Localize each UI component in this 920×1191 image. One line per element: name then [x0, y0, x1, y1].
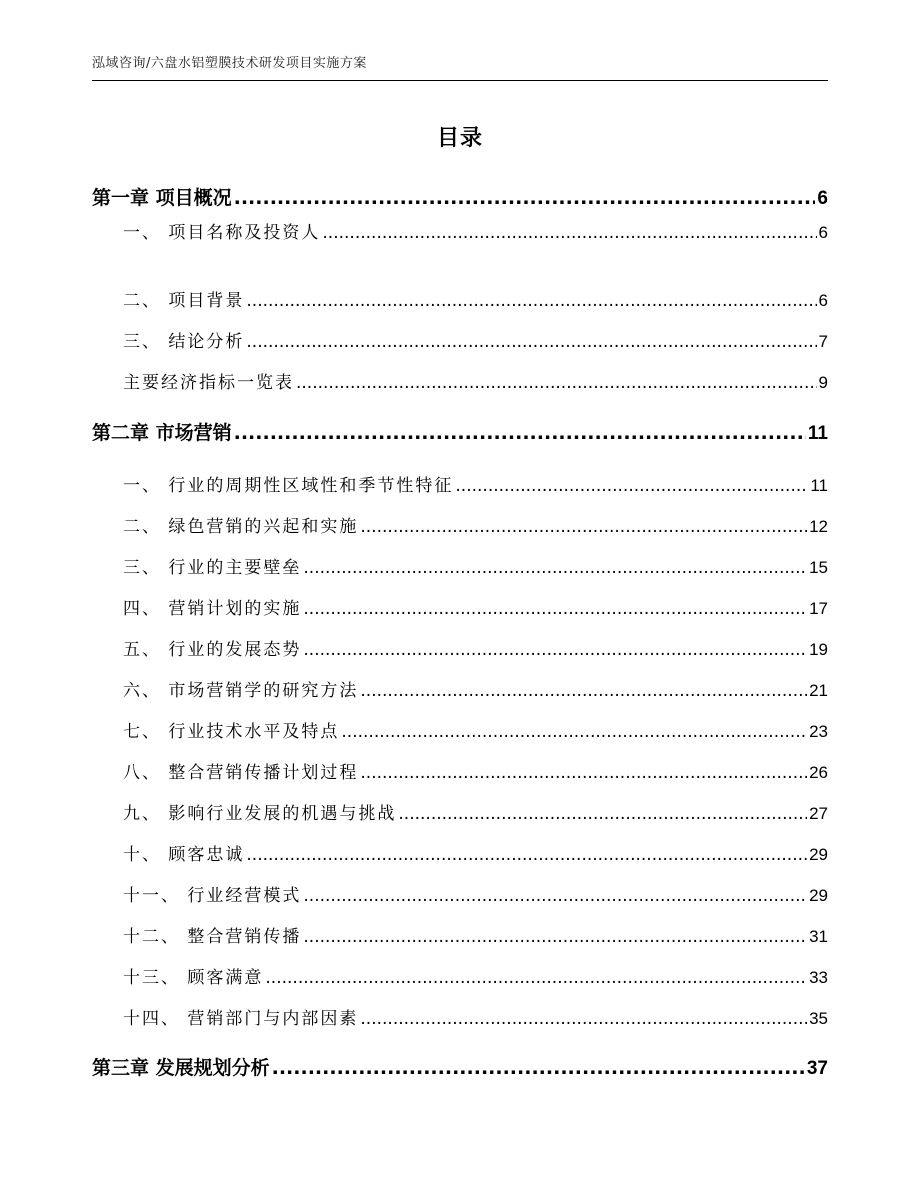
toc-section-entry[interactable] — [92, 327, 828, 353]
toc-section-entry[interactable] — [92, 963, 828, 989]
toc-section-entry[interactable] — [92, 840, 828, 866]
header-rule — [92, 80, 828, 81]
running-header: 泓域咨询/六盘水铝塑膜技术研发项目实施方案 — [92, 56, 367, 71]
toc-dot-leader — [303, 640, 807, 660]
toc-dot-leader — [303, 886, 807, 906]
toc-dot-leader — [360, 517, 807, 537]
toc-entry-label: 一、 行业的周期性区域性和季节性特征 — [123, 476, 454, 496]
toc-page-number: 17 — [809, 599, 828, 618]
toc-entry-label: 十、 顾客忠诚 — [123, 845, 245, 865]
toc-entry-label: 十二、 整合营销传播 — [123, 927, 302, 947]
toc-entry-label: 六、 市场营销学的研究方法 — [123, 681, 359, 701]
toc-dot-leader — [265, 968, 807, 988]
toc-dot-leader — [360, 1009, 807, 1029]
toc-dot-leader — [296, 373, 817, 393]
toc-section-entry[interactable] — [92, 594, 828, 620]
toc-dot-leader — [272, 1057, 805, 1079]
toc-page-number: 33 — [809, 968, 828, 987]
toc-title: 目录 — [436, 126, 483, 151]
toc-chapter-entry[interactable] — [92, 183, 828, 211]
toc-entry-label: 十三、 顾客满意 — [123, 968, 264, 988]
toc-dot-leader — [246, 332, 816, 352]
toc-chapter-entry[interactable] — [92, 1053, 828, 1081]
toc-entry-label: 五、 行业的发展态势 — [123, 640, 302, 660]
toc-entry-label: 第一章 项目概况 — [92, 187, 232, 209]
toc-page-number: 12 — [809, 517, 828, 536]
toc-entry-label: 三、 行业的主要壁垒 — [123, 558, 302, 578]
toc-page-number: 15 — [809, 558, 828, 577]
toc-dot-leader — [303, 927, 807, 947]
toc-entry-label: 第二章 市场营销 — [92, 422, 232, 444]
toc-page-number: 23 — [809, 722, 828, 741]
toc-dot-leader — [455, 476, 808, 496]
toc-page-number: 6 — [817, 188, 828, 209]
toc-page-number: 9 — [818, 373, 828, 392]
toc-section-entry[interactable] — [92, 218, 828, 244]
toc-dot-leader — [246, 845, 807, 865]
toc-entry-label: 一、 项目名称及投资人 — [123, 223, 321, 243]
toc-dot-leader — [234, 187, 816, 209]
toc-page-number: 11 — [810, 476, 828, 495]
toc-entry-label: 主要经济指标一览表 — [123, 373, 294, 393]
toc-dot-leader — [303, 599, 807, 619]
toc-entry-label: 二、 项目背景 — [123, 291, 245, 311]
toc-page-number: 26 — [809, 763, 828, 782]
toc-page-number: 19 — [809, 640, 828, 659]
toc-entry-label: 十一、 行业经营模式 — [123, 886, 302, 906]
toc-section-entry[interactable] — [92, 717, 828, 743]
toc-entry-label: 第三章 发展规划分析 — [92, 1057, 270, 1079]
toc-section-entry[interactable] — [92, 1004, 828, 1030]
toc-page-number: 27 — [809, 804, 828, 823]
toc-dot-leader — [246, 291, 816, 311]
toc-page-number: 6 — [818, 223, 828, 242]
toc-dot-leader — [322, 223, 816, 243]
toc-section-entry[interactable] — [92, 368, 828, 394]
toc-section-entry[interactable] — [92, 553, 828, 579]
toc-page-number: 21 — [809, 681, 828, 700]
toc-page-number: 37 — [806, 1058, 828, 1079]
toc-section-entry[interactable] — [92, 635, 828, 661]
toc-dot-leader — [360, 763, 807, 783]
toc-section-entry[interactable] — [92, 758, 828, 784]
toc-chapter-entry[interactable] — [92, 418, 828, 446]
toc-dot-leader — [234, 422, 806, 444]
toc-dot-leader — [303, 558, 807, 578]
toc-page-number: 29 — [809, 845, 828, 864]
toc-entry-label: 九、 影响行业发展的机遇与挑战 — [123, 804, 397, 824]
toc-page-number: 11 — [807, 423, 828, 444]
toc-entry-label: 二、 绿色营销的兴起和实施 — [123, 517, 359, 537]
toc-section-entry[interactable] — [92, 512, 828, 538]
toc-section-entry[interactable] — [92, 471, 828, 497]
toc-section-entry[interactable] — [92, 799, 828, 825]
toc-page-number: 29 — [809, 886, 828, 905]
toc-entry-label: 八、 整合营销传播计划过程 — [123, 763, 359, 783]
toc-page-number: 31 — [809, 927, 828, 946]
toc-section-entry[interactable] — [92, 922, 828, 948]
toc-entry-label: 七、 行业技术水平及特点 — [123, 722, 340, 742]
toc-page-number: 6 — [818, 291, 828, 310]
toc-dot-leader — [360, 681, 807, 701]
toc-page-number: 35 — [809, 1009, 828, 1028]
toc-dot-leader — [398, 804, 807, 824]
toc-entry-label: 四、 营销计划的实施 — [123, 599, 302, 619]
toc-entry-label: 三、 结论分析 — [123, 332, 245, 352]
toc-section-entry[interactable] — [92, 676, 828, 702]
toc-page-number: 7 — [818, 332, 828, 351]
toc-section-entry[interactable] — [92, 286, 828, 312]
toc-entry-label: 十四、 营销部门与内部因素 — [123, 1009, 359, 1029]
toc-section-entry[interactable] — [92, 881, 828, 907]
toc-dot-leader — [341, 722, 807, 742]
